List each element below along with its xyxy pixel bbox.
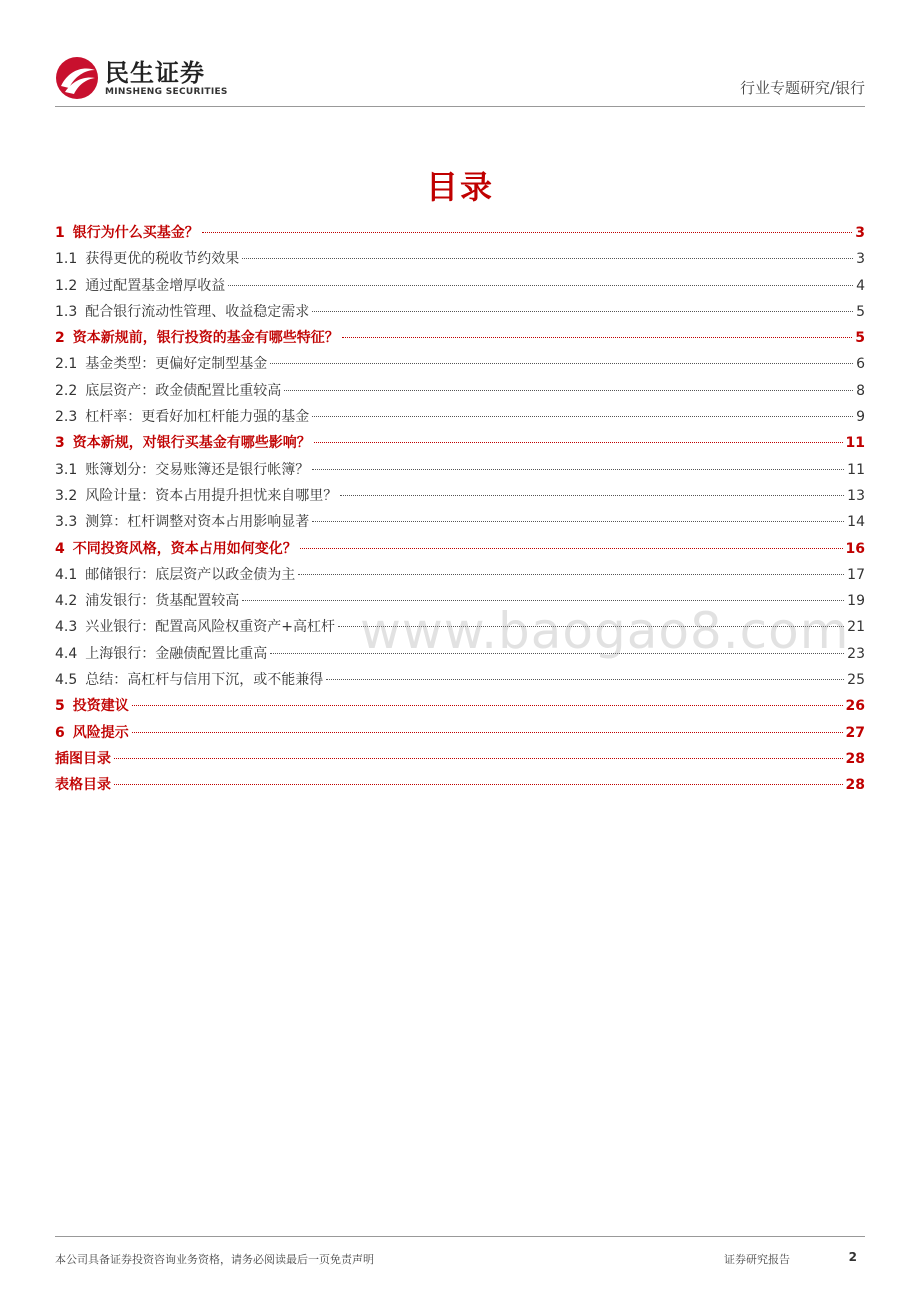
- toc-entry-text: 插图目录: [55, 750, 111, 767]
- toc-entry-page: 19: [847, 593, 865, 610]
- toc-entry-label: [55, 430, 311, 456]
- toc-entry-text: 上海银行：金融债配置比重高: [85, 645, 268, 662]
- toc-dot-leader: [270, 363, 853, 364]
- toc-dot-leader: [298, 574, 844, 575]
- toc-entry-number: 1: [55, 225, 65, 241]
- toc-entry-text: 获得更优的税收节约效果: [85, 251, 240, 268]
- toc-entry-text: 账簿划分：交易账簿还是银行帐簿？: [85, 461, 310, 478]
- toc-entry-label: [55, 509, 309, 535]
- toc-entry-number: 4.5: [55, 672, 78, 689]
- table-of-contents: [55, 220, 865, 799]
- toc-entry-number: 3: [55, 435, 65, 452]
- toc-entry-number: 6: [55, 724, 65, 741]
- toc-entry[interactable]: [55, 351, 865, 377]
- toc-entry-page: 14: [847, 514, 865, 531]
- toc-entry-label: [55, 220, 199, 246]
- toc-entry-text: 表格目录: [55, 777, 111, 794]
- toc-entry[interactable]: [55, 299, 865, 325]
- toc-entry-text: 风险提示: [72, 724, 129, 741]
- toc-dot-leader: [300, 548, 843, 549]
- toc-entry-number: 1.2: [55, 277, 78, 294]
- toc-dot-leader: [284, 390, 853, 391]
- toc-entry-page: 5: [856, 303, 865, 320]
- toc-dot-leader: [228, 285, 853, 286]
- toc-entry-text: 资本新规前，银行投资的基金有哪些特征？: [72, 330, 339, 347]
- footer-disclaimer: 本公司具备证券投资咨询业务资格，请务必阅读最后一页免责声明: [55, 1253, 374, 1266]
- toc-entry-number: 3.2: [55, 487, 78, 504]
- toc-entry-text: 通过配置基金增厚收益: [85, 277, 226, 294]
- toc-entry-page: 27: [845, 724, 865, 741]
- toc-entry-page: 21: [847, 619, 865, 636]
- toc-entry-text: 邮储银行：底层资产以政金债为主: [85, 566, 296, 583]
- toc-dot-leader: [242, 600, 844, 601]
- toc-entry[interactable]: [55, 457, 865, 483]
- toc-entry-label: [55, 720, 129, 746]
- toc-entry[interactable]: [55, 483, 865, 509]
- toc-entry-text: 测算：杠杆调整对资本占用影响显著: [85, 514, 310, 531]
- toc-entry-number: 3.1: [55, 461, 78, 478]
- toc-entry-number: 4.4: [55, 645, 78, 662]
- toc-entry[interactable]: [55, 562, 865, 588]
- toc-entry-label: [55, 693, 129, 719]
- toc-entry-page: 11: [845, 435, 865, 452]
- page-footer: [55, 1236, 865, 1277]
- toc-entry-number: 4.3: [55, 619, 78, 636]
- toc-entry-page: 26: [845, 698, 865, 715]
- toc-entry-label: [55, 378, 281, 404]
- toc-entry-number: 2: [55, 330, 65, 347]
- toc-entry-number: 3.3: [55, 514, 78, 531]
- toc-entry-number: 2.1: [55, 356, 78, 373]
- toc-dot-leader: [340, 495, 844, 496]
- toc-entry-page: 28: [845, 750, 865, 767]
- toc-entry-page: 5: [855, 330, 865, 347]
- toc-dot-leader: [114, 784, 843, 785]
- toc-entry-label: [55, 299, 309, 325]
- toc-entry-number: 4.2: [55, 593, 78, 610]
- toc-entry-text: 总结：高杠杆与信用下沉，或不能兼得: [85, 672, 324, 689]
- toc-dot-leader: [132, 705, 843, 706]
- toc-entry-page: 16: [845, 540, 865, 557]
- minsheng-logo-icon: [55, 56, 99, 100]
- logo-english-name: MINSHENG SECURITIES: [105, 86, 228, 97]
- page-header: [55, 52, 865, 107]
- toc-dot-leader: [202, 232, 853, 233]
- watermark: www.baogao8.com: [360, 602, 850, 660]
- report-section-label: 行业专题研究/银行: [739, 79, 865, 97]
- toc-entry[interactable]: [55, 746, 865, 772]
- toc-entry[interactable]: [55, 430, 865, 456]
- toc-entry-number: 2.2: [55, 382, 78, 399]
- toc-entry-text: 配合银行流动性管理、收益稳定需求: [85, 303, 310, 320]
- toc-entry-label: [55, 273, 225, 299]
- toc-dot-leader: [326, 679, 844, 680]
- toc-entry-text: 浦发银行：货基配置较高: [85, 593, 240, 610]
- toc-entry-text: 杠杆率：更看好加杠杆能力强的基金: [85, 409, 310, 426]
- logo-chinese-name: 民生证券: [105, 58, 205, 87]
- toc-entry-page: 28: [845, 777, 865, 794]
- toc-entry-label: [55, 483, 337, 509]
- footer-doc-type: 证券研究报告: [724, 1253, 790, 1266]
- toc-dot-leader: [312, 521, 844, 522]
- toc-dot-leader: [312, 416, 853, 417]
- toc-entry-label: [55, 404, 309, 430]
- toc-dot-leader: [114, 758, 843, 759]
- toc-title: 目录: [425, 168, 494, 206]
- toc-entry-label: [55, 325, 339, 351]
- toc-entry[interactable]: [55, 325, 865, 351]
- page-number: 2: [848, 1250, 857, 1264]
- toc-entry-page: 3: [856, 251, 865, 268]
- toc-entry[interactable]: [55, 772, 865, 798]
- toc-entry-label: [55, 667, 323, 693]
- toc-dot-leader: [242, 258, 853, 259]
- toc-entry-page: 13: [847, 487, 865, 504]
- toc-entry-page: 9: [856, 409, 865, 426]
- toc-entry[interactable]: [55, 378, 865, 404]
- toc-entry-text: 银行为什么买基金？: [72, 225, 199, 241]
- toc-entry[interactable]: [55, 693, 865, 719]
- toc-entry-page: 6: [856, 356, 865, 373]
- toc-dot-leader: [312, 469, 844, 470]
- toc-dot-leader: [342, 337, 853, 338]
- toc-entry-page: 8: [856, 382, 865, 399]
- company-logo: [55, 56, 228, 100]
- toc-entry-text: 不同投资风格，资本占用如何变化？: [72, 540, 297, 557]
- toc-entry-number: 4: [55, 540, 65, 557]
- toc-entry-label: [55, 614, 335, 640]
- toc-entry-text: 投资建议: [72, 698, 129, 715]
- toc-entry[interactable]: [55, 509, 865, 535]
- toc-entry-label: [55, 588, 239, 614]
- toc-entry[interactable]: [55, 246, 865, 272]
- toc-dot-leader: [132, 732, 843, 733]
- toc-entry-label: [55, 457, 309, 483]
- toc-entry[interactable]: [55, 273, 865, 299]
- toc-entry-number: 4.1: [55, 566, 78, 583]
- toc-entry[interactable]: [55, 536, 865, 562]
- toc-entry-text: 底层资产：政金债配置比重较高: [85, 382, 282, 399]
- toc-entry[interactable]: [55, 404, 865, 430]
- toc-entry-label: [55, 772, 111, 798]
- toc-entry-page: 3: [855, 225, 865, 241]
- toc-entry-text: 资本新规，对银行买基金有哪些影响？: [72, 435, 311, 452]
- toc-entry[interactable]: [55, 220, 865, 246]
- toc-entry-page: 11: [847, 461, 865, 478]
- toc-entry-number: 1.3: [55, 303, 78, 320]
- toc-entry-label: [55, 746, 111, 772]
- toc-entry-label: [55, 641, 267, 667]
- toc-entry-label: [55, 351, 267, 377]
- toc-entry-number: 1.1: [55, 251, 78, 268]
- toc-entry-number: 2.3: [55, 409, 78, 426]
- toc-entry-label: [55, 246, 239, 272]
- toc-entry-page: 17: [847, 566, 865, 583]
- toc-dot-leader: [314, 442, 843, 443]
- toc-entry-text: 兴业银行：配置高风险权重资产+高杠杆: [85, 619, 335, 636]
- toc-entry[interactable]: [55, 720, 865, 746]
- toc-entry-page: 23: [847, 645, 865, 662]
- toc-entry-number: 5: [55, 698, 65, 715]
- toc-entry-text: 风险计量：资本占用提升担忧来自哪里？: [85, 487, 338, 504]
- toc-entry[interactable]: [55, 667, 865, 693]
- toc-entry-page: 25: [847, 672, 865, 689]
- toc-entry-label: [55, 562, 295, 588]
- toc-dot-leader: [312, 311, 853, 312]
- toc-entry-page: 4: [856, 277, 865, 294]
- toc-entry-label: [55, 536, 297, 562]
- toc-entry-text: 基金类型：更偏好定制型基金: [85, 356, 268, 373]
